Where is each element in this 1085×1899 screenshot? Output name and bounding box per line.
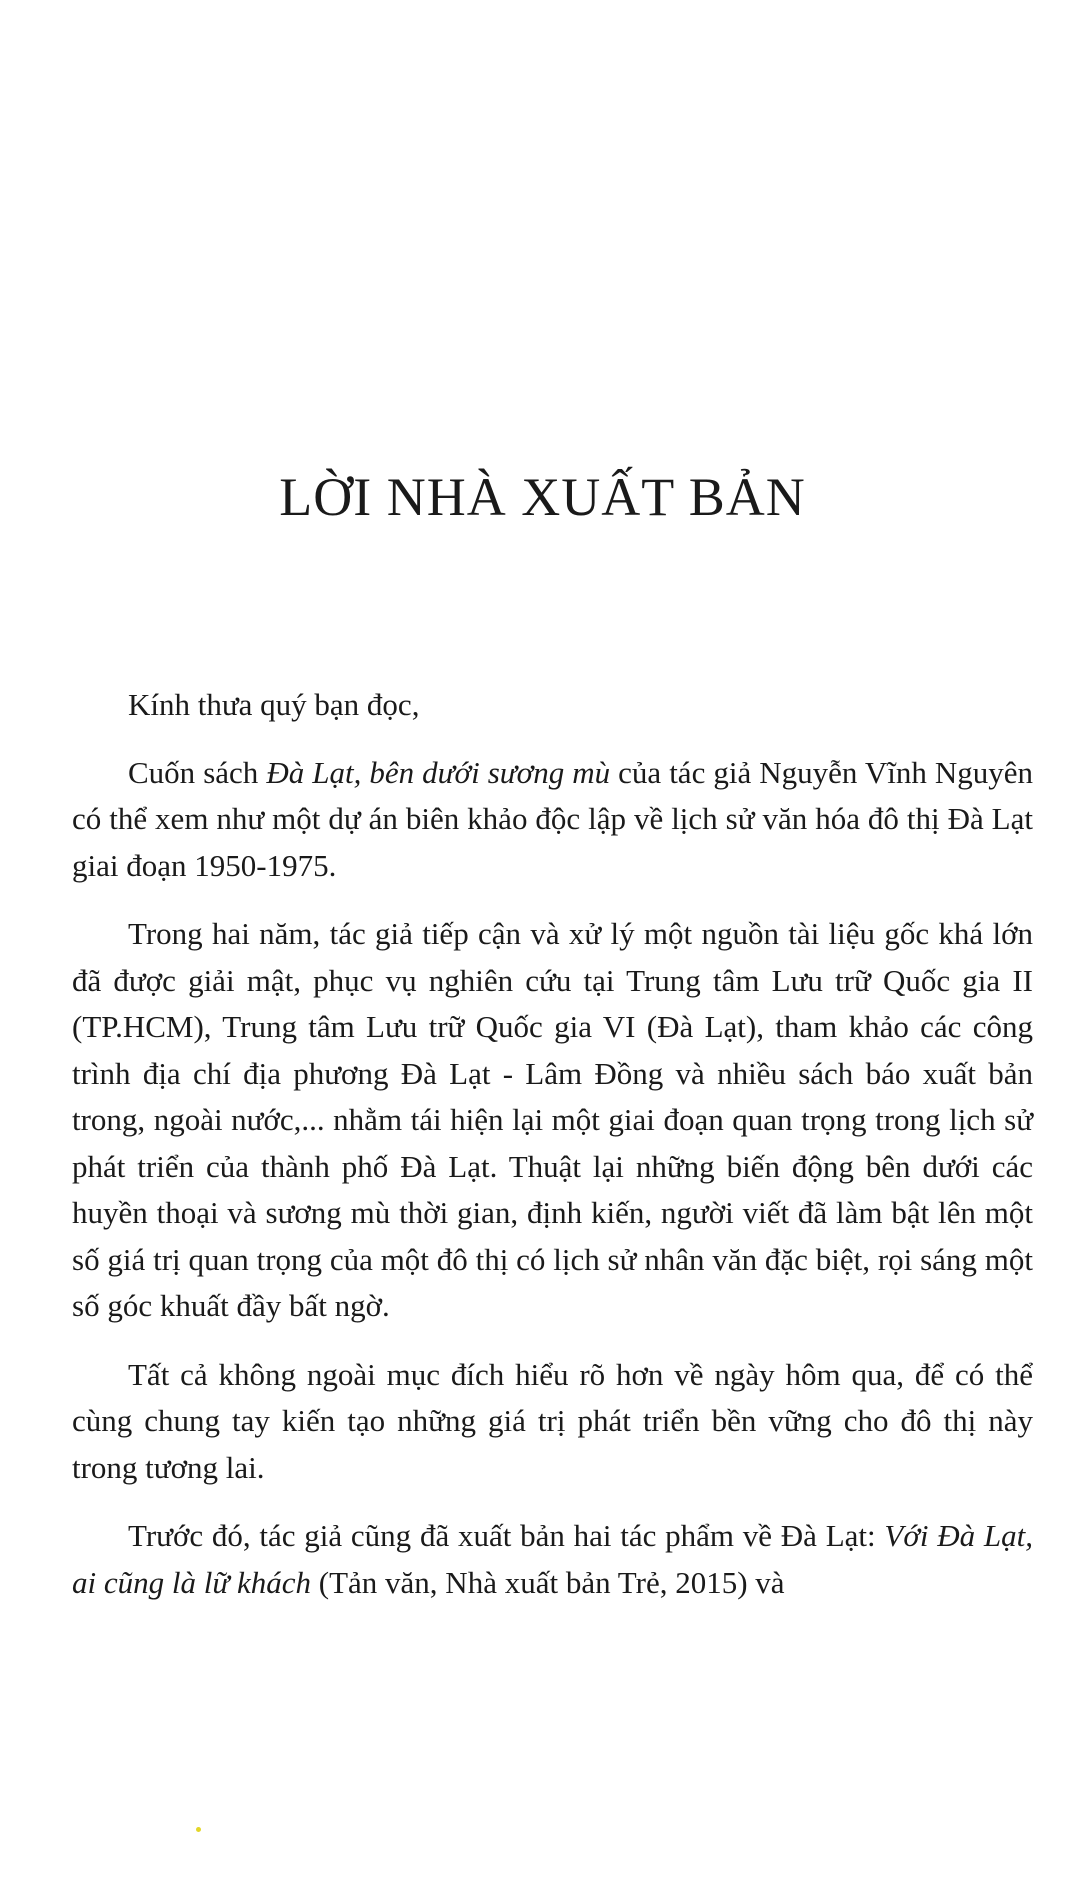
page-title: LỜI NHÀ XUẤT BẢN bbox=[279, 467, 806, 527]
paragraph-4-before: Trước đó, tác giả cũng đã xuất bản hai tác phẩm về Đà Lạt: bbox=[128, 1518, 885, 1553]
body-text bbox=[72, 682, 1033, 1606]
paragraph-3: Tất cả không ngoài mục đích hiểu rõ hơn về ngày hôm qua, để có thể cùng chung tay kiến tạo những giá trị phát triển bền vững cho đô thị này trong tương lai. bbox=[72, 1356, 1033, 1485]
paragraph-2: Trong hai năm, tác giả tiếp cận và xử lý một nguồn tài liệu gốc khá lớn đã được giải mật, phục vụ nghiên cứu tại Trung tâm Lưu trữ Quốc gia II (TP.HCM), Trung tâm Lưu trữ Quốc gia VI (Đà Lạt), tham khảo các công trình địa chí địa phương Đà Lạt - Lâm Đồng và nhiều sách báo xuất bản trong, ngoài nước,... nhằm tái hiện lại một giai đoạn quan trọng trong lịch sử phát triển của thành phố Đà Lạt. Thuật lại những biến động bên dưới các huyền thoại và sương mù thời gian, định kiến, người viết đã làm bật lên một số giá trị quan trọng của một đô thị có lịch sử nhân văn đặc biệt, rọi sáng một số góc khuất đầy bất ngờ. bbox=[72, 916, 1033, 1323]
earlier-book-title-italic: Với Đà Lạt, ai cũng là lữ khách bbox=[72, 1518, 1033, 1600]
paragraph-1-after: của tác giả Nguyễn Vĩnh Nguyên có thể xem như một dự án biên khảo độc lập về lịch sử văn hóa đô thị Đà Lạt giai đoạn 1950-1975. bbox=[72, 754, 1034, 883]
book-title-italic: Đà Lạt, bên dưới sương mù bbox=[266, 754, 611, 790]
salutation: Kính thưa quý bạn đọc, bbox=[128, 687, 420, 722]
paragraph-1 bbox=[72, 750, 1033, 890]
yellow-speck bbox=[196, 1827, 201, 1832]
paragraph-4-after: (Tản văn, Nhà xuất bản Trẻ, 2015) và bbox=[311, 1564, 785, 1600]
paragraph-1-before: Cuốn sách bbox=[128, 754, 267, 790]
paragraph-4 bbox=[72, 1513, 1033, 1606]
